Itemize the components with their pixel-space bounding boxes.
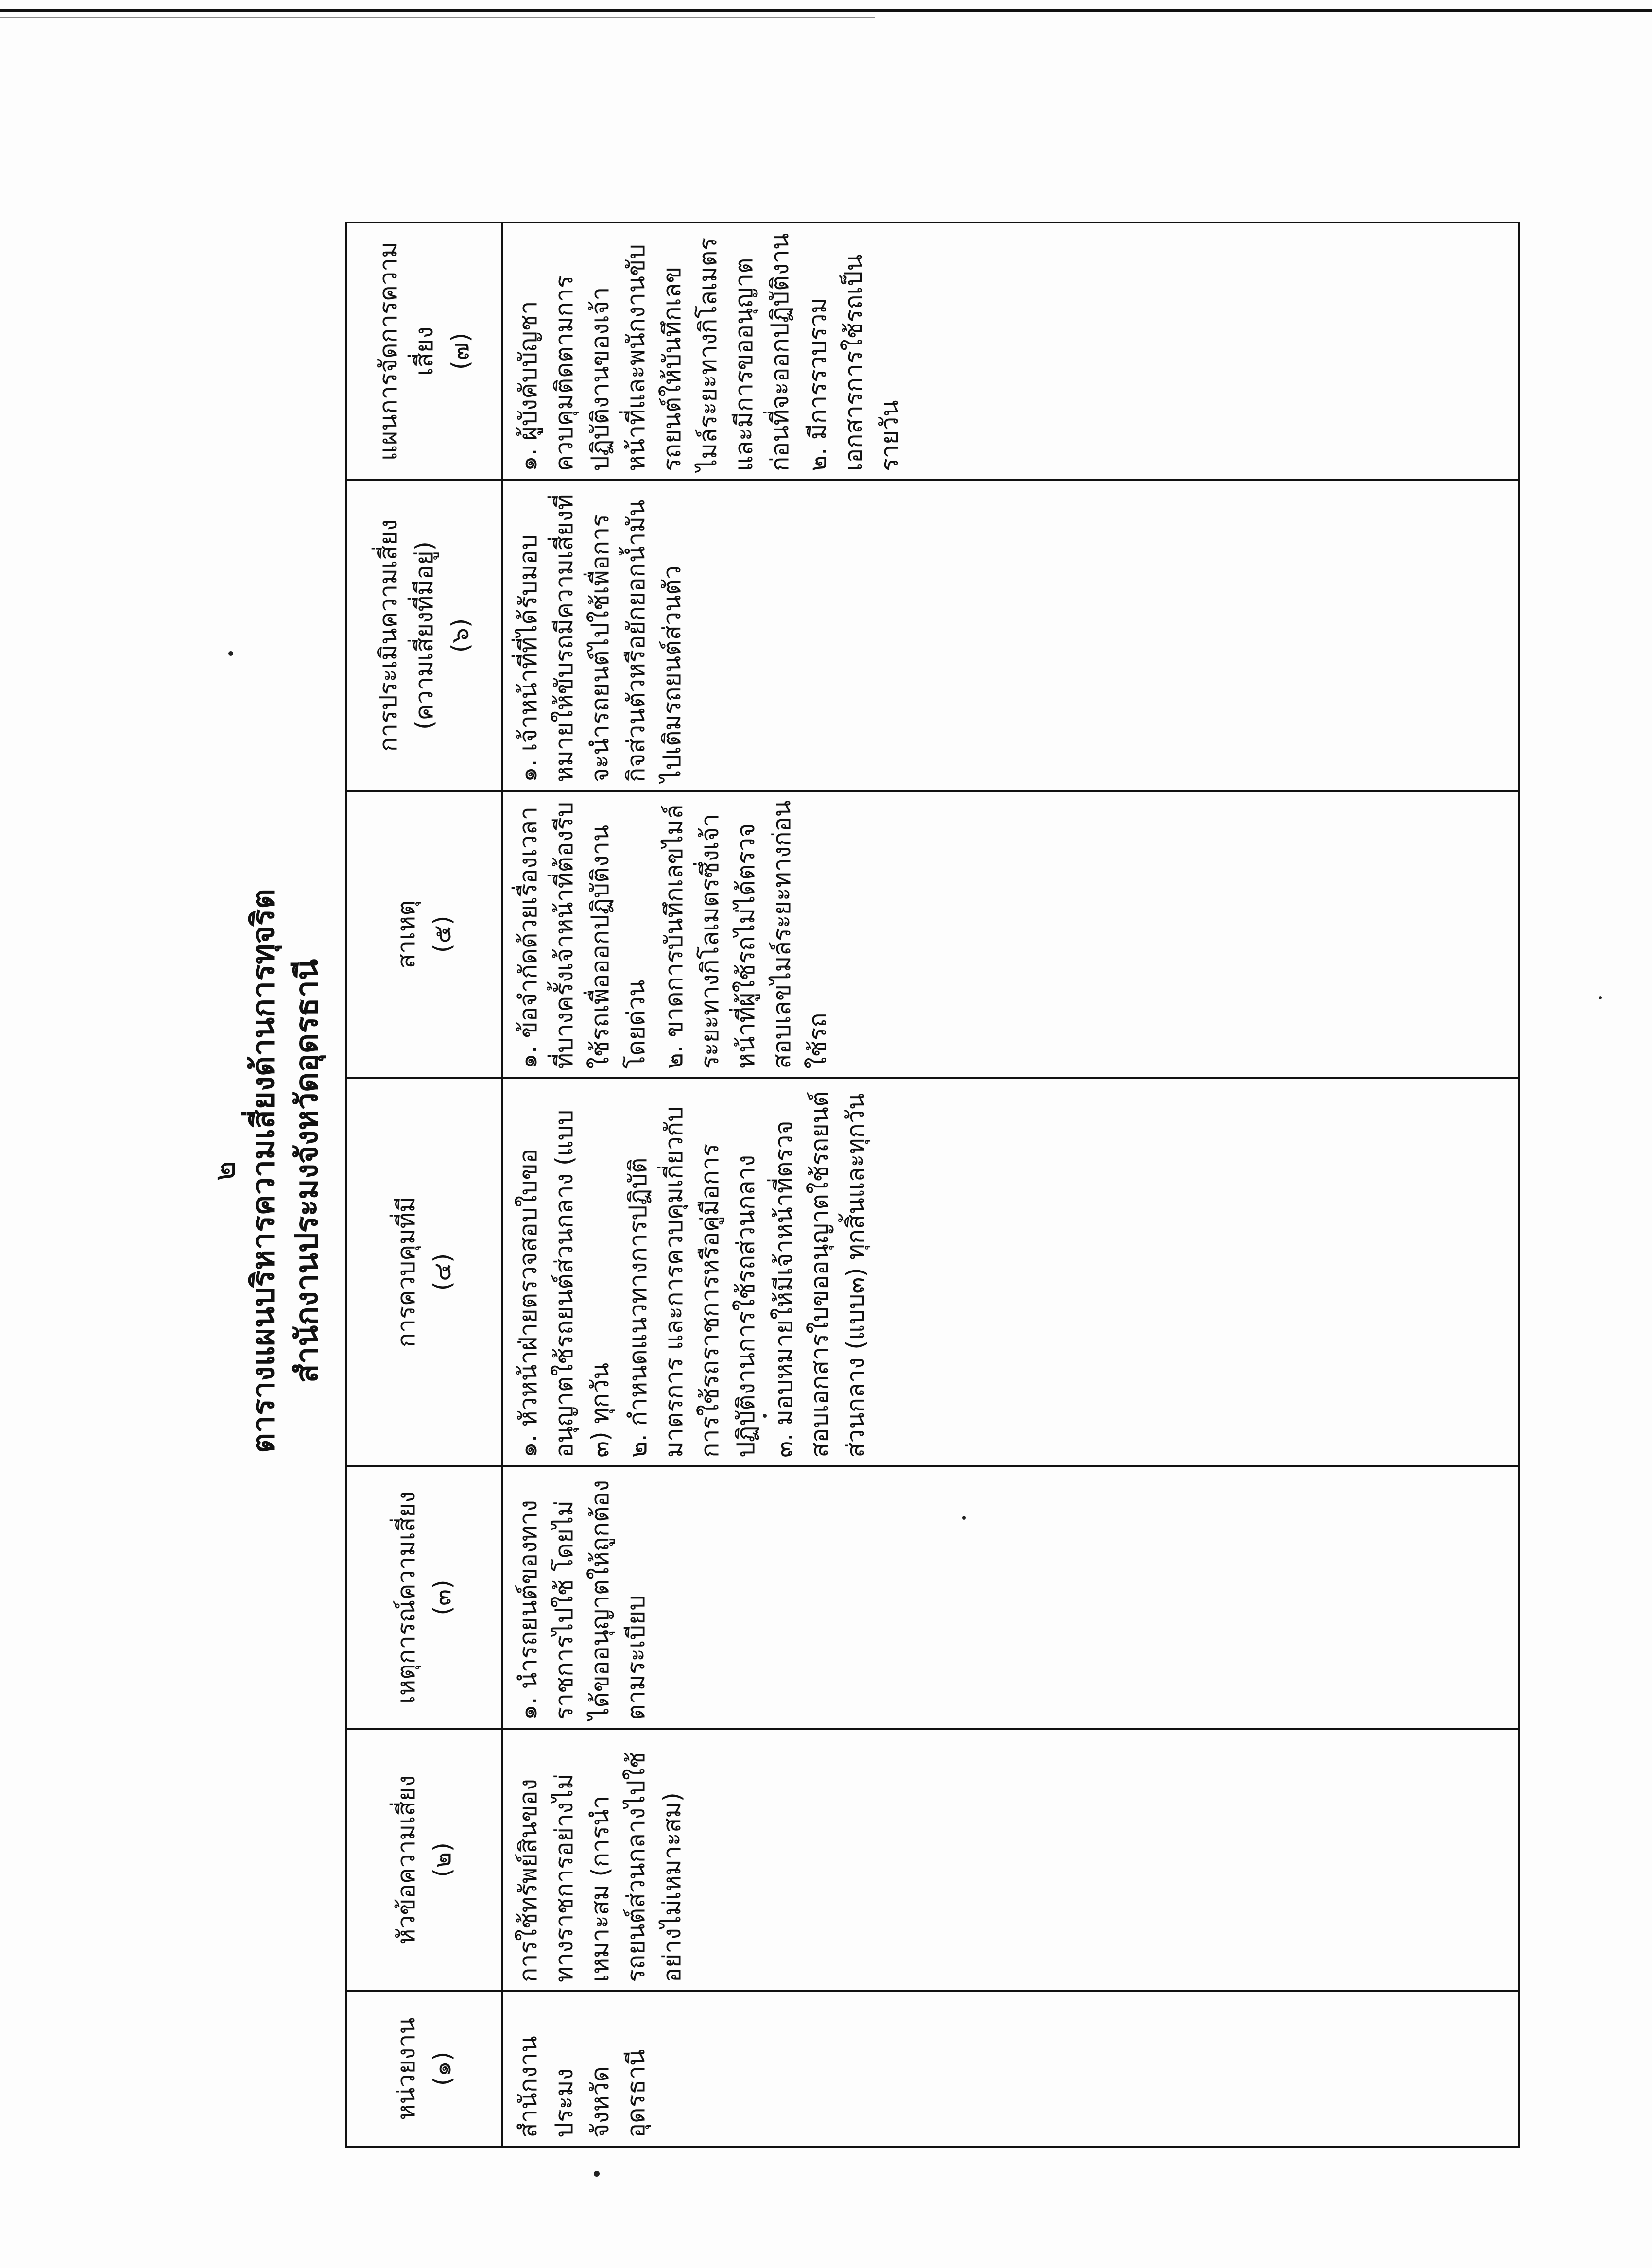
scan-speck [1599,996,1602,999]
cell-causes [502,791,1519,1078]
page-number: ๒ [206,1160,242,1182]
table-row [502,223,1519,2147]
column-header: สาเหตุ (๕) [346,791,502,1078]
document-subtitle: สำนักงานประมงจังหวัดอุดรธานี [289,959,325,1383]
cell-assessment [502,480,1519,791]
cell-controls [502,1078,1519,1466]
column-header: หัวข้อความเสี่ยง (๒) [346,1729,502,1991]
document-title: ตารางแผนบริหารความเสี่ยงด้านการทุจริต [245,889,281,1453]
column-header: เหตุการณ์ความเสี่ยง (๓) [346,1466,502,1729]
table-header-row [346,223,502,2147]
column-header: หน่วยงาน (๑) [346,1991,502,2147]
cause-item: ๒. ขาดการบันทึกเลขไมล์ระยะทางกิโลเมตรซึ่งเจ้าหน้าที่ผู้ใช้รถไม่ได้ตรวจสอบเลขไมล์ระยะทางก่อนใช้รถ [660,800,832,1069]
column-header: การประเมินความเสี่ยง (ความเสี่ยงที่มีอยู่) (๖) [346,480,502,791]
scan-edge-line-faint [0,17,875,18]
cell-risk-topic: การใช้ทรัพย์สินของทางราชการอย่างไม่เหมาะสม (การนำรถยนต์ส่วนกลางไปใช้อย่างไม่เหมาะสม) [502,1729,1519,1991]
control-item: ๓. มอบหมายให้มีเจ้าหน้าที่ตรวจสอบเอกสารใบขออนุญาตใช้รถยนต์ส่วนกลาง (แบบ๓) ทุกสิ้นและทุกวัน [770,1091,870,1458]
control-item: ๒. กำหนดแนวทางการปฏิบัติมาตรการ และการควบคุมเกี่ยวกับการใช้รถราชการหรือคู่มือการปฏิบัติงานการใช้รถส่วนกลาง [624,1106,760,1458]
column-header: แผนการจัดการความเสี่ยง (๗) [346,223,502,480]
control-item: ๑. หัวหน้าฝ่ายตรวจสอบใบขออนุญาตใช้รถยนต์ส่วนกลาง (แบบ ๓) ทุกวัน [514,1109,614,1458]
rotated-document [185,175,1594,2167]
risk-plan-table [345,222,1520,2148]
scan-edge-line [0,9,1652,12]
cell-risk-event: ๑. นำรถยนต์ของทางราชการไปใช้ โดยไม่ได้ขออนุญาตให้ถูกต้องตามระเบียบ [502,1466,1519,1729]
column-header: การควบคุมที่มี (๔) [346,1078,502,1466]
cell-agency: สำนักงานประมงจังหวัดอุดรธานี [502,1991,1519,2147]
cause-item: ๑. ข้อจำกัดด้วยเรื่องเวลาที่บางครั้งเจ้าหน้าที่ต้องรีบใช้รถเพื่อออกปฏิบัติงานโดยด่วน [514,801,650,1069]
plan-item: ๑. ผู้บังคับบัญชาควบคุมติดตามการปฏิบัติงานของเจ้าหน้าที่และพนักงานขับรถยนต์ให้บันทึกเลขไมล์ระยะทางกิโลเมตรและมีการขออนุญาตก่อนที่จะออกปฏิบัติงาน [514,233,794,471]
assessment-item: ๑. เจ้าหน้าที่ที่ได้รับมอบหมายให้ขับรถมีความเสี่ยงที่จะนำรถยนต์ไปใช้เพื่อการกิจส่วนตัวหรือยักยอกน้ำมันไปเติมรถยนต์ส่วนตัว [514,494,686,782]
scan-speck [594,2171,600,2177]
cell-plan [502,223,1519,480]
plan-item: ๒. มีการรวบรวมเอกสารการใช้รถเป็นรายวัน [804,254,904,471]
